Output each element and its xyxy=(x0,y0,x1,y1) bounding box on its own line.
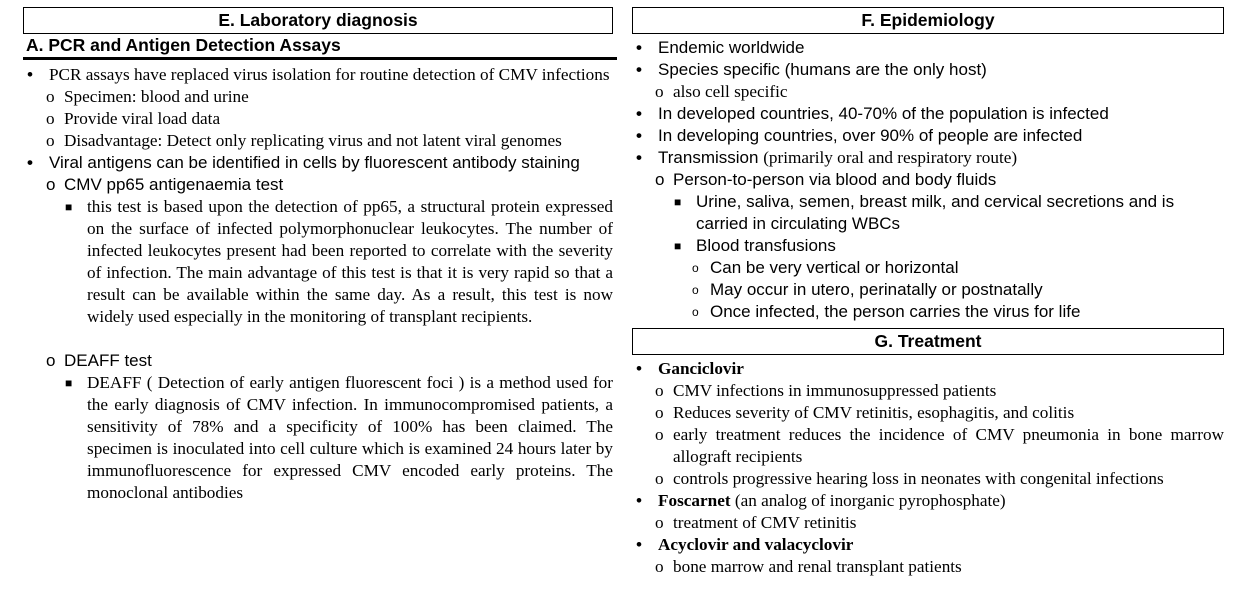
pp65-label: CMV pp65 antigenaemia test xyxy=(64,175,284,194)
treatment-text: bone marrow and renal transplant patients xyxy=(673,557,962,576)
square-marker: ■ xyxy=(65,200,73,214)
epi-sub-text: Person-to-person via blood and body fluids xyxy=(673,170,997,189)
deaff-description: DEAFF ( Detection of early antigen fluorescent foci ) is a method used for the early diagnosis of CMV infection. In immunocompromised patients, a sensitivity of 78% and a specificity of 100% has been claimed. The specimen is inoculated into cell culture which is examined 24 hours later by immunofluorescence for expressed CMV encoded early proteins. The monoclonal antibodies xyxy=(87,373,613,502)
list-item xyxy=(632,279,1224,301)
pcr-sub-text: Provide viral load data xyxy=(64,109,221,128)
square-marker: ■ xyxy=(65,376,73,390)
bullet-marker: • xyxy=(636,148,642,167)
list-item xyxy=(632,358,1224,380)
epi-detail-text: Urine, saliva, semen, breast milk, and cervical secretions and is carried in circulating WBCs xyxy=(696,192,1175,233)
treatment-text: treatment of CMV retinitis xyxy=(673,513,857,532)
pcr-antigen-subheader: A. PCR and Antigen Detection Assays xyxy=(23,34,617,60)
circle-marker: o xyxy=(46,351,56,370)
bullet-marker: • xyxy=(636,359,643,378)
list-item xyxy=(23,152,613,174)
circle-marker: o xyxy=(692,305,699,319)
pcr-bullet-text: PCR assays have replaced virus isolation for routine detection of CMV infections xyxy=(49,65,610,84)
list-item xyxy=(632,81,1224,103)
list-item xyxy=(632,103,1224,125)
pcr-sub-text: Specimen: blood and urine xyxy=(64,87,249,106)
list-item xyxy=(23,174,613,196)
section-f-header: F. Epidemiology xyxy=(632,7,1224,34)
list-item xyxy=(632,512,1224,534)
treatment-text: CMV infections in immunosuppressed patients xyxy=(673,381,997,400)
list-item xyxy=(632,59,1224,81)
epi-detail-text: May occur in utero, perinatally or postnatally xyxy=(710,280,1043,299)
circle-marker: o xyxy=(692,283,699,297)
circle-marker: o xyxy=(46,175,56,194)
drug-acyclovir: Acyclovir and valacyclovir xyxy=(658,535,854,554)
treatment-text: early treatment reduces the incidence of CMV pneumonia in bone marrow allograft recipients xyxy=(673,425,1224,466)
bullet-marker: • xyxy=(636,126,642,145)
drug-ganciclovir: Ganciclovir xyxy=(658,359,744,378)
list-item xyxy=(632,490,1224,512)
list-item xyxy=(632,556,1224,578)
bullet-marker: • xyxy=(636,38,642,57)
square-marker: ■ xyxy=(674,239,682,253)
epi-text: Endemic worldwide xyxy=(658,38,805,57)
list-item xyxy=(632,301,1224,323)
bullet-marker: • xyxy=(27,65,34,84)
deaff-label: DEAFF test xyxy=(64,351,152,370)
epi-text: Species specific (humans are the only host) xyxy=(658,60,987,79)
list-item xyxy=(23,350,613,372)
circle-marker: o xyxy=(655,403,664,422)
circle-marker: o xyxy=(692,261,699,275)
transmission-note: (primarily oral and respiratory route) xyxy=(763,148,1018,167)
section-g-header: G. Treatment xyxy=(632,328,1224,355)
square-marker: ■ xyxy=(674,195,682,209)
list-item xyxy=(632,191,1224,235)
circle-marker: o xyxy=(655,425,664,444)
laboratory-diagnosis-column xyxy=(23,7,613,504)
antigen-bullet-text: Viral antigens can be identified in cells by fluorescent antibody staining xyxy=(49,153,580,172)
epi-detail-text: Blood transfusions xyxy=(696,236,836,255)
bullet-marker: • xyxy=(636,491,643,510)
epi-sub-text: also cell specific xyxy=(673,82,788,101)
list-item xyxy=(23,196,613,328)
bullet-marker: • xyxy=(27,153,33,172)
list-item xyxy=(632,37,1224,59)
list-item xyxy=(632,424,1224,468)
list-item xyxy=(632,169,1224,191)
list-item xyxy=(632,235,1224,257)
epi-detail-text: Can be very vertical or horizontal xyxy=(710,258,959,277)
epi-text: In developing countries, over 90% of people are infected xyxy=(658,126,1083,145)
list-item xyxy=(632,380,1224,402)
list-item xyxy=(632,125,1224,147)
circle-marker: o xyxy=(655,82,664,101)
circle-marker: o xyxy=(655,557,664,576)
treatment-text: Reduces severity of CMV retinitis, esophagitis, and colitis xyxy=(673,403,1075,422)
list-item xyxy=(632,257,1224,279)
section-e-header: E. Laboratory diagnosis xyxy=(23,7,613,34)
list-item xyxy=(23,86,613,108)
list-item xyxy=(632,402,1224,424)
list-item xyxy=(632,468,1224,490)
circle-marker: o xyxy=(46,109,55,128)
list-item xyxy=(632,534,1224,556)
list-item xyxy=(23,64,613,86)
circle-marker: o xyxy=(46,87,55,106)
epi-detail-text: Once infected, the person carries the virus for life xyxy=(710,302,1081,321)
bullet-marker: • xyxy=(636,535,643,554)
transmission-text xyxy=(658,147,1224,169)
list-item xyxy=(632,147,1224,169)
pcr-sub-text: Disadvantage: Detect only replicating virus and not latent viral genomes xyxy=(64,131,562,150)
circle-marker: o xyxy=(655,513,664,532)
list-item xyxy=(23,372,613,504)
circle-marker: o xyxy=(655,170,665,189)
drug-foscarnet-line xyxy=(658,490,1224,512)
bullet-marker: • xyxy=(636,104,642,123)
epi-text: In developed countries, 40-70% of the population is infected xyxy=(658,104,1109,123)
drug-foscarnet: Foscarnet xyxy=(658,491,731,510)
foscarnet-note: (an analog of inorganic pyrophosphate) xyxy=(734,491,1006,510)
bullet-marker: • xyxy=(636,60,642,79)
pp65-description: this test is based upon the detection of pp65, a structural protein expressed on the surface of infected polymorphonuclear leukocytes. The number of infected leukocytes present had been reported to correlate with the severity of infection. The main advantage of this test is that it is very rapid so that a result can be available within the same day. As a result, this test is now widely used especially in the monitoring of transplant recipients. xyxy=(87,197,613,326)
treatment-text: controls progressive hearing loss in neonates with congenital infections xyxy=(673,469,1164,488)
epidemiology-treatment-column xyxy=(632,7,1224,578)
list-item xyxy=(23,108,613,130)
circle-marker: o xyxy=(655,469,664,488)
circle-marker: o xyxy=(46,131,55,150)
transmission-label: Transmission xyxy=(658,148,759,167)
list-item xyxy=(23,130,613,152)
circle-marker: o xyxy=(655,381,664,400)
